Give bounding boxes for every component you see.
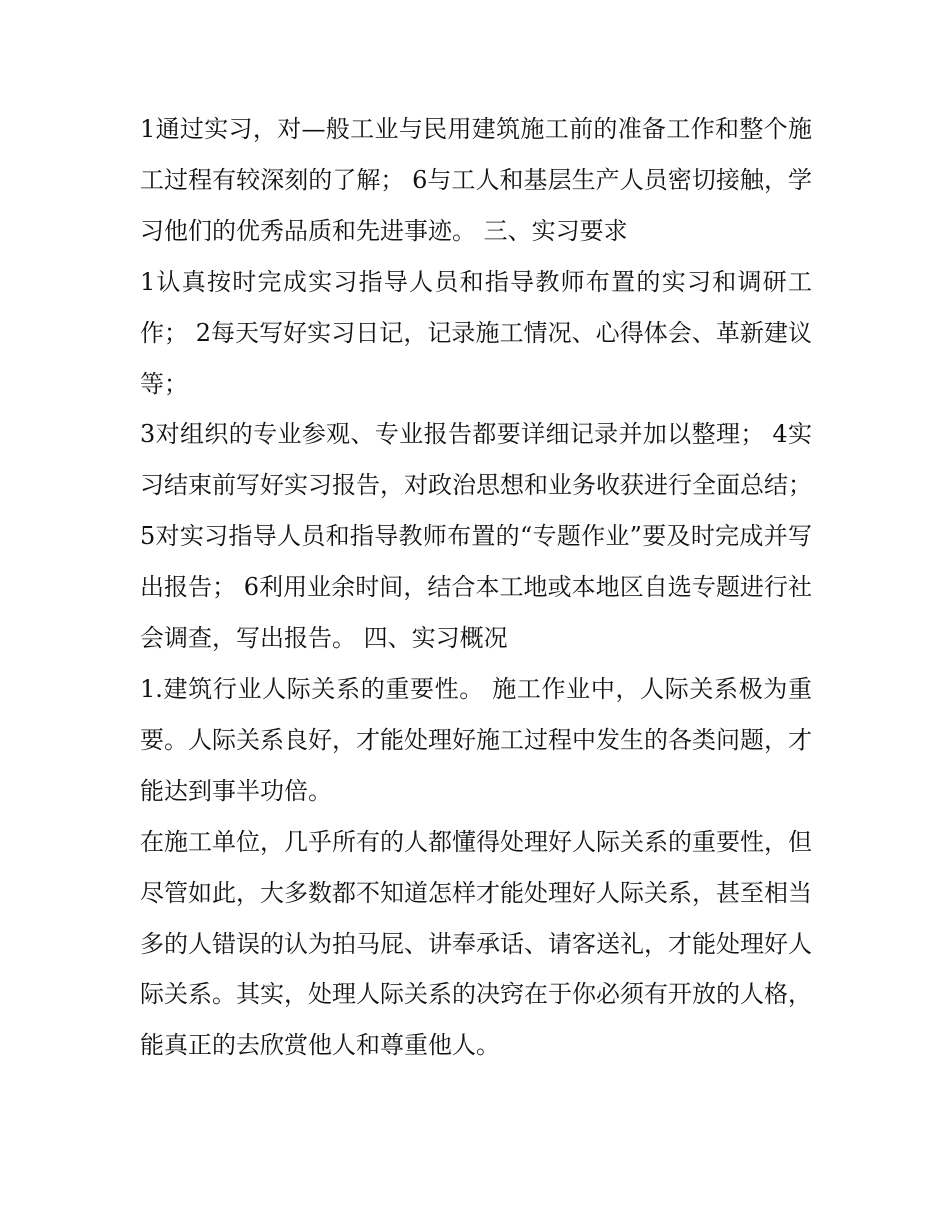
paragraph-internship-goals: 1通过实习，对—般工业与民用建筑施工前的准备工作和整个施工过程有较深刻的了解； 6与工人和基层生产人员密切接触，学习他们的优秀品质和先进事迹。 三、实习要求 <box>140 115 812 245</box>
paragraph-interpersonal-importance: 1.建筑行业人际关系的重要性。 施工作业中，人际关系极为重要。人际关系良好，才能处理好施工过程中发生的各类问题，才能达到事半功倍。 <box>140 674 812 805</box>
paragraph-requirement-1-2: 1认真按时完成实习指导人员和指导教师布置的实习和调研工作； 2每天写好实习日记，记录施工情况、心得体会、革新建议等； <box>140 267 812 398</box>
document-body <box>140 104 812 1071</box>
paragraph-requirement-3-4: 3对组织的专业参观、专业报告都要详细记录并加以整理； 4实习结束前写好实习报告，对政治思想和业务收获进行全面总结； <box>140 420 812 500</box>
paragraph-requirement-5-6: 5对实习指导人员和指导教师布置的“专题作业”要及时完成并写出报告； 6利用业余时间，结合本工地或本地区自选专题进行社会调查，写出报告。 四、实习概况 <box>140 522 812 653</box>
paragraph-interpersonal-details: 在施工单位，几乎所有的人都懂得处理好人际关系的重要性，但尽管如此，大多数都不知道怎样才能处理好人际关系，甚至相当多的人错误的认为拍马屁、讲奉承话、请客送礼，才能处理好人际关系。其实，处理人际关系的决窍在于你必须有开放的人格，能真正的去欣赏他人和尊重他人。 <box>140 827 812 1060</box>
